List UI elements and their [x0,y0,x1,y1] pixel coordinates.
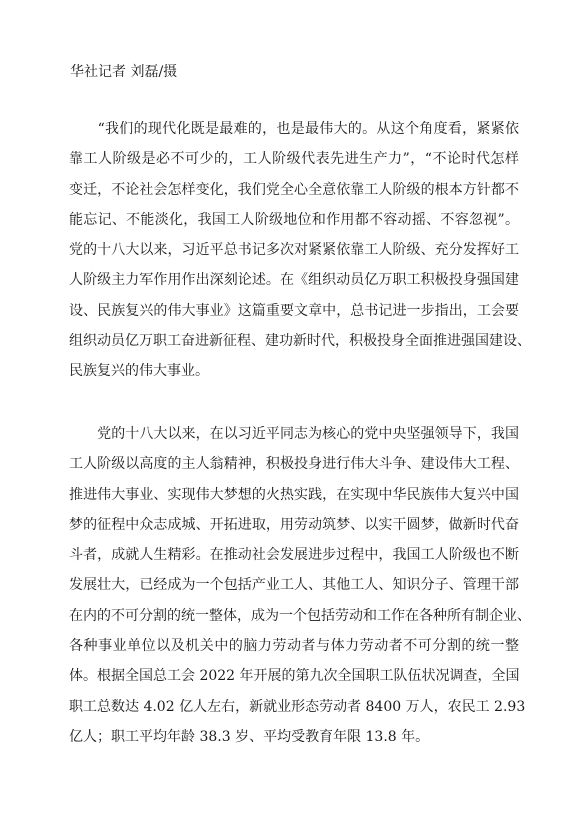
paragraph-line: 各种事业单位以及机关中的脑力劳动者与体力劳动者不可分割的统一整 [69,638,519,655]
paragraph-line: 斗者，成就人生精彩。在推动社会发展进步过程中，我国工人阶级也不断 [69,547,519,564]
paragraph-line: 职工总数达 4.02 亿人左右，新就业形态劳动者 8400 万人，农民工 2.93 [69,698,526,715]
paragraph-line: 亿人；职工平均年龄 38.3 岁、平均受教育年限 13.8 年。 [69,728,430,745]
paragraph-line: 党的十八大以来，在以习近平同志为核心的党中央坚强领导下，我国 [69,426,519,442]
paragraph-line: 民族复兴的伟大事业。 [69,363,209,380]
article-paragraph [69,119,531,392]
paragraph-line: 能忘记、不能淡化，我国工人阶级地位和作用都不容动摇、不容忽视”。 [69,211,519,228]
paragraph-line: 组织动员亿万职工奋进新征程、建功新时代，积极投身全面推进强国建设、 [69,333,531,350]
paragraph-line: 梦的征程中众志成城、开拓进取，用劳动筑梦、以实干圆梦，做新时代奋 [69,516,519,533]
paragraph-line: 发展壮大，已经成为一个包括产业工人、其他工人、知识分子、管理干部 [69,577,519,594]
paragraph-line: 靠工人阶级是必不可少的，工人阶级代表先进生产力”，“不论时代怎样 [69,151,519,168]
photo-credit: 华社记者 刘磊/摄 [70,64,178,80]
paragraph-line: 在内的不可分割的统一整体，成为一个包括劳动和工作在各种所有制企业、 [69,607,531,624]
paragraph-line: 工人阶级以高度的主人翁精神，积极投身进行伟大斗争、建设伟大工程、 [69,456,519,473]
article-paragraph [69,424,531,757]
paragraph-line: 设、民族复兴的伟大事业》这篇重要文章中，总书记进一步指出，工会要 [69,302,519,319]
paragraph-line: “我们的现代化既是最难的，也是最伟大的。从这个角度看，紧紧依 [69,121,519,137]
paragraph-line: 党的十八大以来，习近平总书记多次对紧紧依靠工人阶级、充分发挥好工 [69,242,519,259]
paragraph-line: 推进伟大事业、实现伟大梦想的火热实践，在实现中华民族伟大复兴中国 [69,486,519,503]
paragraph-line: 体。根据全国总工会 2022 年开展的第九次全国职工队伍状况调查，全国 [69,668,520,685]
paragraph-line: 人阶级主力军作用作出深刻论述。在《组织动员亿万职工积极投身强国建 [69,272,519,289]
paragraph-line: 变迁，不论社会怎样变化，我们党全心全意依靠工人阶级的根本方针都不 [69,181,519,198]
